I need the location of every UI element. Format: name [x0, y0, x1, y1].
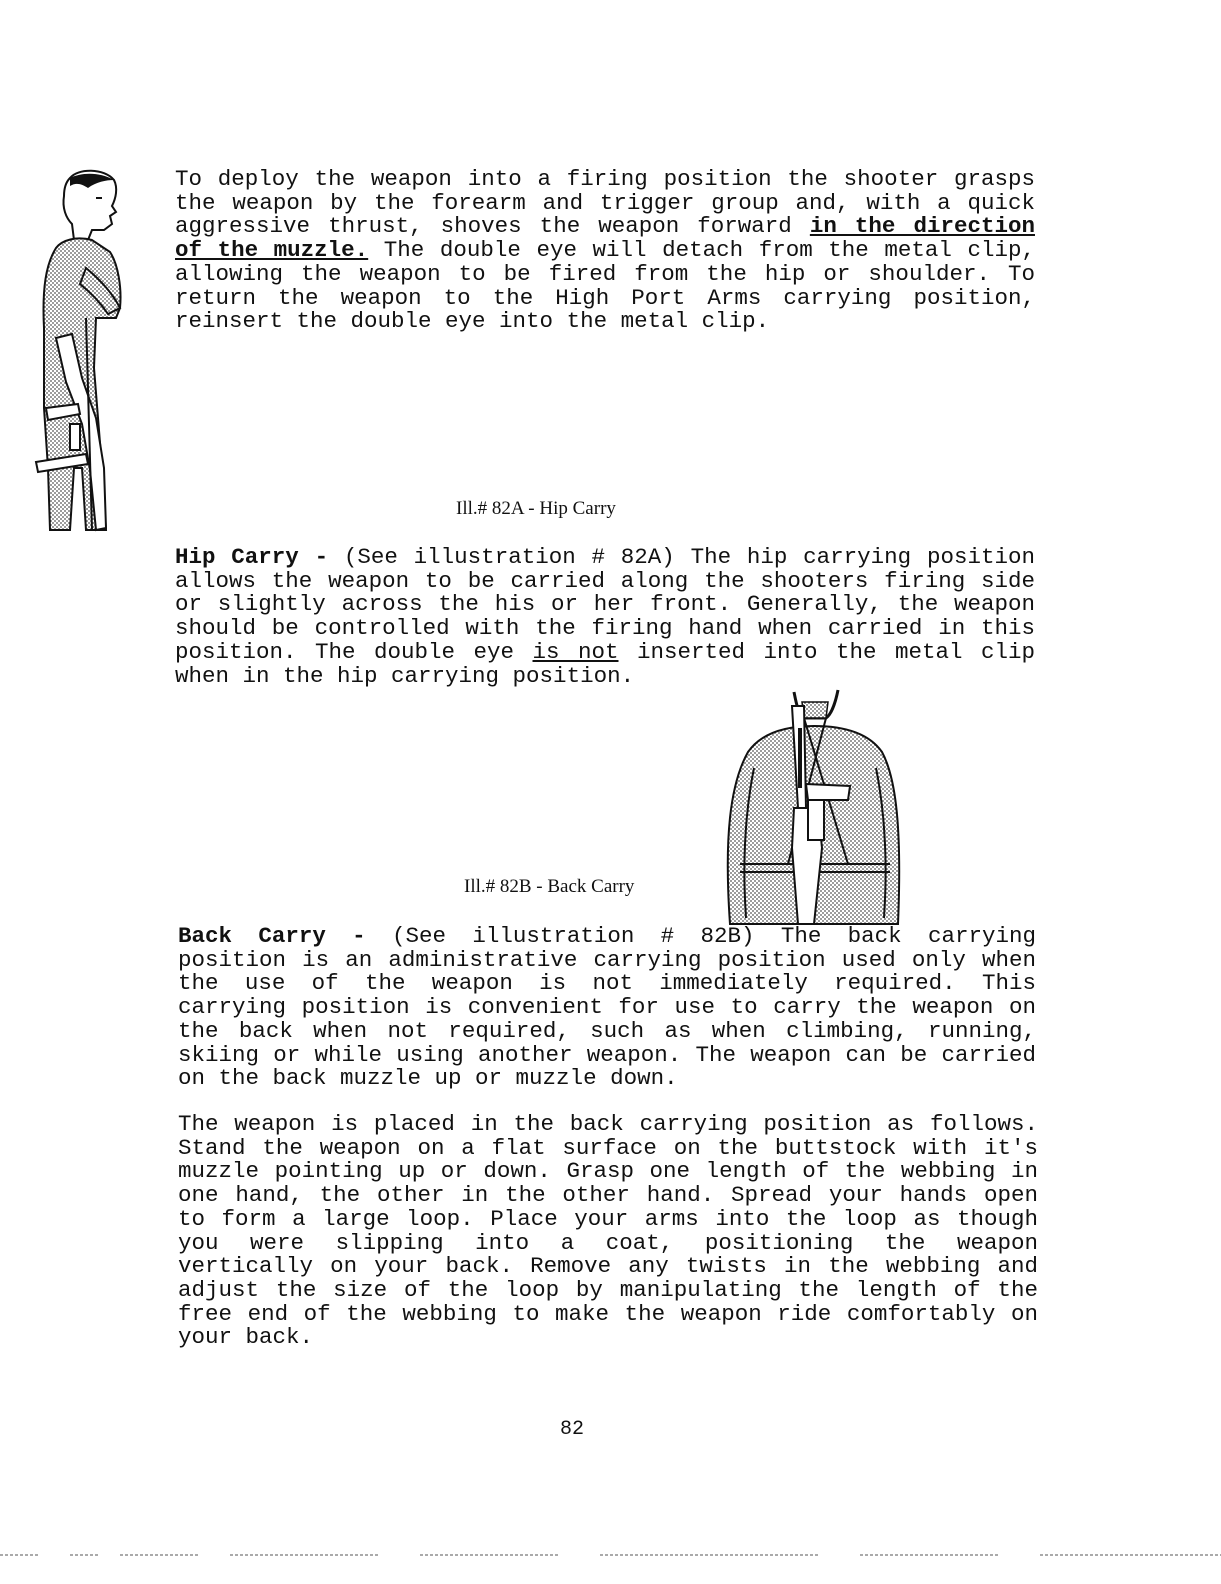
intro-text-part1: To deploy the weapon into a firing position the shooter grasps the weapon by the forearm and trigger group and, with a quick aggressive thrust, shoves the weapon forward: [175, 166, 1035, 240]
procedure-paragraph: The weapon is placed in the back carrying position as follows. Stand the weapon on a flat surface on the buttstock with it's muzzle pointing up or down. Grasp one length of the webbing in one hand, the other in the other hand. Spread your hands open to form a large loop. Place your arms into the loop as though you were slipping into a coat, positioning the weapon vertically on your back. Remove any twists in the webbing and adjust the size of the loop by manipulating the length of the free end of the webbing to make the weapon ride comfortably on your back.: [178, 1111, 1038, 1351]
intro-text-part2: The double eye will detach from the metal clip, allowing the weapon to be fired from the hip or shoulder. To return the weapon to the High Port Arms carrying position, reinsert the double eye into the metal clip.: [175, 237, 1035, 335]
caption-82b: Ill.# 82B - Back Carry: [464, 876, 635, 897]
intro-paragraph: [175, 168, 1035, 334]
illustration-82a-hip-carry: [26, 168, 130, 536]
scan-edge-artifact: [0, 1552, 1221, 1558]
hip-carry-heading: Hip Carry -: [175, 544, 329, 570]
hip-carry-paragraph: [175, 546, 1035, 688]
back-carry-heading: Back Carry -: [178, 923, 366, 949]
hip-carry-text-part1: (See illustration # 82A) The hip carrying position allows the weapon to be carried along the shooters firing side or slightly across the his or her front. Generally, the weapon should be controlled with the firing hand when carried in this position. The double eye: [175, 544, 1035, 665]
intro-emphasis: in the direction of the muzzle.: [175, 213, 1035, 264]
illustration-82b-back-carry: [718, 688, 908, 926]
back-carry-paragraph: [178, 925, 1036, 1091]
back-carry-figure: [718, 688, 908, 926]
caption-82a: Ill.# 82A - Hip Carry: [456, 498, 616, 519]
hip-carry-figure: [26, 168, 130, 536]
page-number: 82: [560, 1418, 585, 1441]
hip-carry-emphasis: is not: [532, 638, 619, 665]
hip-carry-text-part2: inserted into the metal clip when in the hip carrying position.: [175, 638, 1035, 689]
back-carry-text: (See illustration # 82B) The back carrying position is an administrative carrying position used only when the use of the weapon is not immediately required. This carrying position is convenient for use to carry the weapon on the back when not required, such as when climbing, running, skiing or while using another weapon. The weapon can be carried on the back muzzle up or muzzle down.: [178, 923, 1036, 1092]
